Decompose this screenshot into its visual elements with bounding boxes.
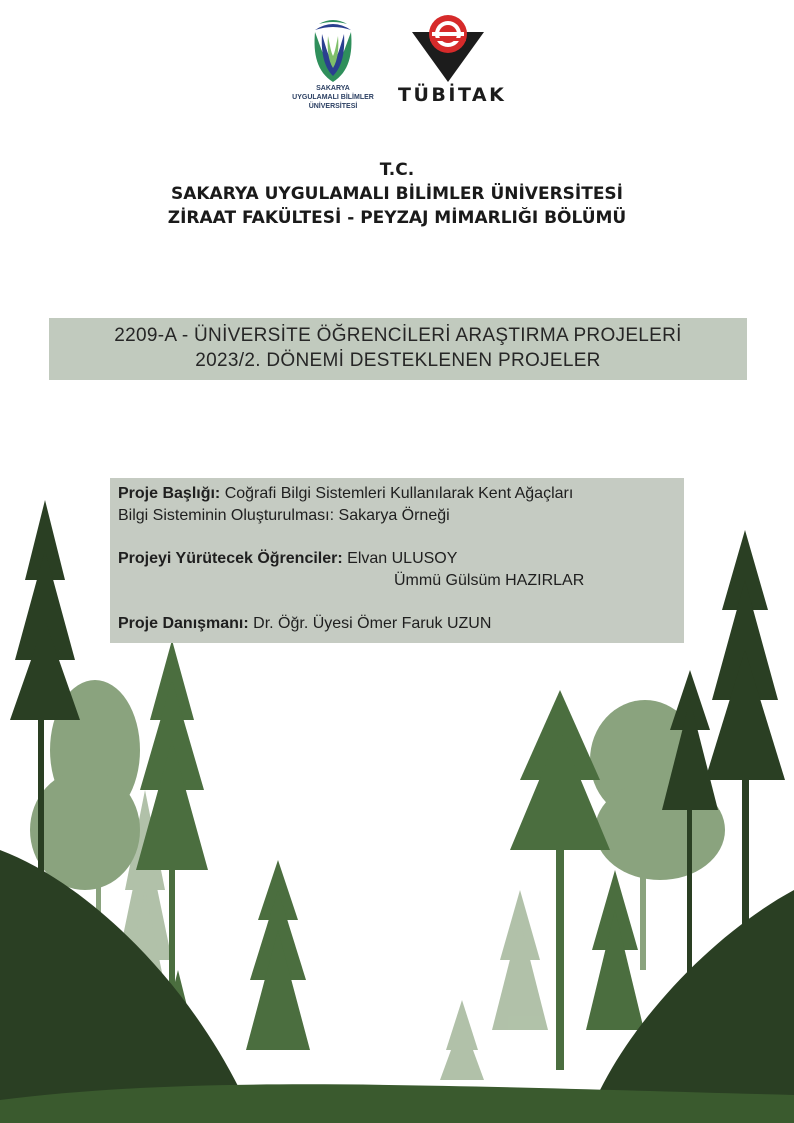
sakarya-line-2: UYGULAMALI BİLİMLER xyxy=(292,94,374,101)
project-title-label: Proje Başlığı: xyxy=(118,485,221,502)
students-row xyxy=(118,548,676,570)
tubitak-emblem-icon xyxy=(410,14,486,82)
tubitak-logo xyxy=(398,14,507,106)
sakarya-emblem-icon xyxy=(307,18,359,84)
heading-faculty: ZİRAAT FAKÜLTESİ - PEYZAJ MİMARLIĞI BÖLÜMÜ xyxy=(167,208,627,228)
sakarya-line-3: ÜNİVERSİTESİ xyxy=(308,103,358,110)
students-label: Projeyi Yürütecek Öğrenciler: xyxy=(118,550,343,567)
banner-line-1: 2209-A - ÜNİVERSİTE ÖĞRENCİLERİ ARAŞTIRMA PROJELERİ xyxy=(114,325,682,346)
advisor-row xyxy=(118,613,676,635)
program-banner xyxy=(49,318,747,380)
header-logos xyxy=(0,14,794,124)
project-title-line-1: Coğrafi Bilgi Sistemleri Kullanılarak Kent Ağaçları xyxy=(224,485,574,502)
project-title-line-2: Bilgi Sisteminin Oluşturulması: Sakarya Örneği xyxy=(118,507,450,524)
institution-heading xyxy=(0,158,794,230)
banner-line-2: 2023/2. DÖNEMİ DESTEKLENEN PROJELER xyxy=(195,350,601,371)
heading-university: SAKARYA UYGULAMALI BİLİMLER ÜNİVERSİTESİ xyxy=(170,184,624,204)
title-row-1 xyxy=(118,483,676,505)
student-1: Elvan ULUSOY xyxy=(347,550,458,567)
student-2: Ümmü Gülsüm HAZIRLAR xyxy=(394,572,585,589)
project-info-box xyxy=(110,478,684,643)
tubitak-wordmark: TÜBİTAK xyxy=(398,84,507,106)
heading-tc: T.C. xyxy=(379,160,415,180)
sakarya-university-logo xyxy=(282,18,384,111)
advisor-label: Proje Danışmanı: xyxy=(118,615,249,632)
advisor-name: Dr. Öğr. Üyesi Ömer Faruk UZUN xyxy=(253,615,492,632)
sakarya-line-1: SAKARYA xyxy=(316,85,350,92)
